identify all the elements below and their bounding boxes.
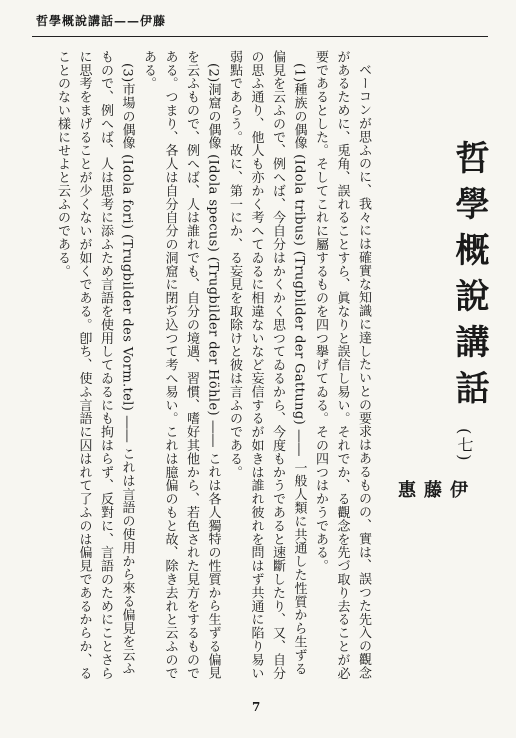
article-body — [34, 50, 374, 680]
paragraph-idola-fori: (3)市場の偶像 (Idola fori) (Trugbilder des Vorm.tel) ―― これは言語の使用から來る偏見を云ふもので、例へば、人は思考に添ふため言語を使用してゐるにも拘はらず、反對に、言語のためにことさらに思考をまげることが少くないが如くである。卽ち、使ふ言語に囚はれて了ふのは偏見であるからか、ることのない樣にせよと云ふのである。 — [55, 50, 135, 680]
author-name — [392, 480, 470, 532]
paragraph-idola-specus: (2)洞窟の偶像 (Idola specus) (Trugbilder der Höhle) ―― これは各人獨特の性質から生ずる偏見を云ふもので、例へば、人は誰れでも、自分の境遇、習慣、嗜好其他から、若色された見方をするものである。つまり、各人は自分自分の洞窟に閉ぢ込つて考へ易い。これは臆偏のもと故、除き去れと云ふのである。 — [141, 50, 221, 680]
paragraph-idola-tribus: (1)種族の偶像 (Idola tribus) (Trugbilder der Gattung) ―― 一般人類に共通した性質から生ずる偏見を云ふので、例へば、今自分はかくかく思つてゐるから、今度もかうであると速斷したり、又、自分の思ふ通り、他人も亦かく考へてゐるに相違ないなど妄信するが如きは誰れ彼れを問はず共通に陷り易い弱點であらう。故に、第一にか、る妄見を取除けと彼は言ふのである。 — [227, 50, 307, 680]
running-header: 哲學概說講話——伊藤 — [36, 14, 167, 28]
page-number: 7 — [252, 700, 261, 714]
paragraph-intro: ベーコンが思ふのに、我々には確實な知識に達したいとの要求はあるものの、實は、誤つた先入の觀念があるために、兎角、誤れることすら、眞なりと誤信し易い。それでか、る觀念を先づ取り去ることが必要であるとした。そしてこれに屬するものを四つ擧げてゐる。その四つはかうである。 — [313, 50, 371, 680]
article-subtitle: (七) — [455, 428, 474, 463]
header-rule — [32, 36, 488, 37]
author-char: 惠 — [395, 480, 416, 498]
article-title: 哲學概說講話 — [449, 140, 489, 416]
author-char: 藤 — [421, 480, 442, 498]
author-char: 伊 — [447, 480, 468, 498]
